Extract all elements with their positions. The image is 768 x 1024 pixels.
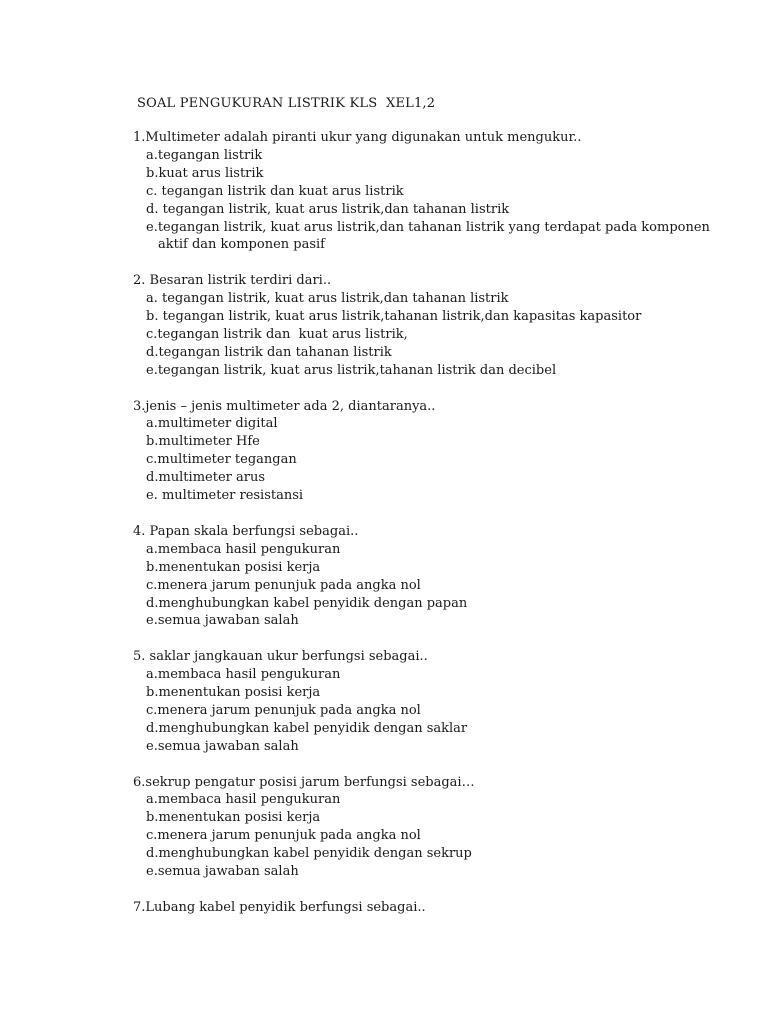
question-text: 6.sekrup pengatur posisi jarum berfungsi sebagai…	[133, 774, 475, 790]
option-b: b.menentukan posisi kerja	[146, 559, 321, 575]
question-text: 7.Lubang kabel penyidik berfungsi sebagai..	[133, 899, 426, 915]
option-a: a.multimeter digital	[146, 416, 278, 432]
question-text: 3.jenis – jenis multimeter ada 2, diantaranya..	[133, 398, 436, 414]
question-5	[133, 648, 693, 755]
option-b: b.menentukan posisi kerja	[146, 810, 321, 826]
question-3	[133, 398, 693, 505]
option-e: e.semua jawaban salah	[146, 738, 299, 754]
option-a: a.membaca hasil pengukuran	[146, 667, 341, 683]
option-d: d.tegangan listrik dan tahanan listrik	[146, 344, 392, 360]
question-1	[133, 129, 710, 254]
option-b: b. tegangan listrik, kuat arus listrik,tahanan listrik,dan kapasitas kapasitor	[146, 309, 642, 325]
option-d: d.menghubungkan kabel penyidik dengan papan	[146, 595, 468, 611]
option-e: e.semua jawaban salah	[146, 613, 299, 629]
option-c: c.menera jarum penunjuk pada angka nol	[146, 577, 421, 593]
question-text: 5. saklar jangkauan ukur berfungsi sebagai..	[133, 649, 428, 665]
option-a: a. tegangan listrik, kuat arus listrik,dan tahanan listrik	[146, 291, 509, 307]
option-a: a.tegangan listrik	[146, 147, 263, 163]
question-4	[133, 523, 693, 630]
question-6	[133, 774, 693, 881]
option-c: c.menera jarum penunjuk pada angka nol	[146, 828, 421, 844]
option-c: c.menera jarum penunjuk pada angka nol	[146, 702, 421, 718]
option-d: d.menghubungkan kabel penyidik dengan saklar	[146, 720, 468, 736]
document-title: SOAL PENGUKURAN LISTRIK KLS XEL1,2	[137, 96, 436, 111]
option-d: d.menghubungkan kabel penyidik dengan sekrup	[146, 846, 472, 862]
option-a: a.membaca hasil pengukuran	[146, 541, 341, 557]
option-b: b.kuat arus listrik	[146, 165, 264, 181]
option-d: d.multimeter arus	[146, 470, 265, 486]
option-b: b.menentukan posisi kerja	[146, 685, 321, 701]
question-text: 1.Multimeter adalah piranti ukur yang digunakan untuk mengukur..	[133, 130, 582, 145]
option-c: c.tegangan listrik dan kuat arus listrik,	[146, 326, 408, 342]
option-e: e.tegangan listrik, kuat arus listrik,dan tahanan listrik yang terdapat pada komponen	[146, 219, 710, 235]
question-7	[133, 899, 693, 917]
question-list	[133, 129, 710, 935]
option-c: c.multimeter tegangan	[146, 452, 297, 468]
question-text: 2. Besaran listrik terdiri dari..	[133, 273, 332, 289]
option-e: e.tegangan listrik, kuat arus listrik,tahanan listrik dan decibel	[146, 362, 557, 378]
option-a: a.membaca hasil pengukuran	[146, 792, 341, 808]
option-e: e.semua jawaban salah	[146, 864, 299, 880]
option-c: c. tegangan listrik dan kuat arus listrik	[146, 183, 404, 199]
question-text: 4. Papan skala berfungsi sebagai..	[133, 523, 359, 539]
question-2	[133, 272, 693, 379]
option-d: d. tegangan listrik, kuat arus listrik,dan tahanan listrik	[146, 201, 510, 217]
option-b: b.multimeter Hfe	[146, 434, 260, 450]
option-e: e. multimeter resistansi	[146, 488, 304, 504]
option-e-continuation: aktif dan komponen pasif	[158, 237, 325, 253]
